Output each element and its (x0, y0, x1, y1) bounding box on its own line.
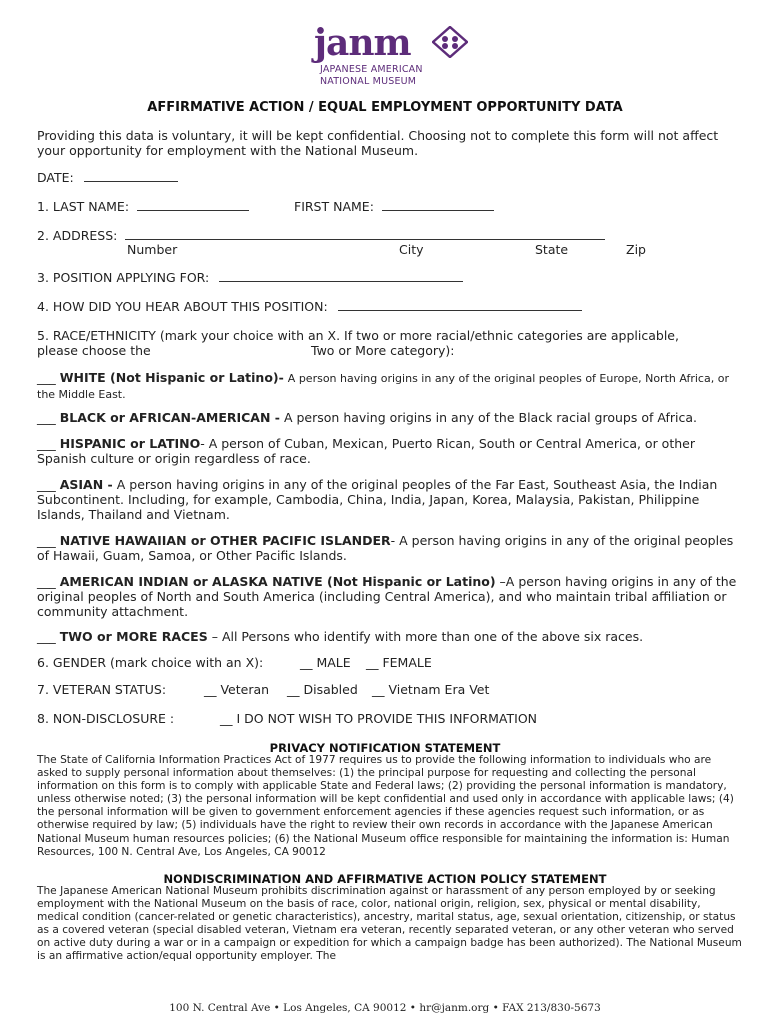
first-name-blank[interactable] (382, 199, 494, 211)
race-option-name: TWO or MORE RACES (59, 629, 208, 644)
race-option-desc: - A person of Cuban, Mexican, Puerto Rican, South or Central America, or other Spanish culture or origin regardless of race. (37, 436, 695, 466)
race-checkbox[interactable]: ___ (37, 533, 56, 548)
race-checkbox[interactable]: ___ (37, 574, 56, 589)
page-title: AFFIRMATIVE ACTION / EQUAL EMPLOYMENT OPPORTUNITY DATA (147, 100, 623, 115)
race-option-white[interactable] (37, 370, 742, 402)
intro-text: Providing this data is voluntary, it will be kept confidential. Choosing not to complete this form will not affect your opportunity for employment with the National Museum. (37, 128, 719, 158)
address-city-caption: City (399, 242, 424, 257)
race-option-asian[interactable] (37, 477, 742, 522)
veteran-disabled-option[interactable]: __ Disabled (287, 682, 358, 697)
race-option-pacific-islander[interactable] (37, 533, 742, 563)
logo-wordmark: janm (314, 22, 411, 64)
footer-contact: 100 N. Central Ave • Los Angeles, CA 90012 • hr@janm.org • FAX 213/830-5673 (169, 1002, 601, 1014)
race-option-two-or-more[interactable] (37, 629, 742, 644)
race-option-name: AMERICAN INDIAN or ALASKA NATIVE (Not Hispanic or Latino) (59, 574, 496, 589)
race-option-name: WHITE (Not Hispanic or Latino)- (59, 370, 284, 385)
address-state-caption: State (535, 242, 569, 257)
race-checkbox[interactable]: ___ (37, 477, 56, 492)
race-question-line2b: Two or More category): (311, 343, 455, 358)
race-option-black[interactable] (37, 410, 742, 425)
address-blank[interactable] (125, 228, 605, 240)
veteran-option[interactable]: __ Veteran (204, 682, 270, 697)
veteran-label: 7. VETERAN STATUS: (37, 682, 167, 697)
race-option-hispanic[interactable] (37, 436, 742, 466)
race-option-desc: A person having origins in any of the Black racial groups of Africa. (283, 410, 697, 425)
race-option-desc: – All Persons who identify with more than one of the above six races. (211, 629, 644, 644)
address-number-caption: Number (127, 242, 178, 257)
race-checkbox[interactable]: ___ (37, 436, 56, 451)
race-checkbox[interactable]: ___ (37, 370, 56, 385)
veteran-vietnam-option[interactable]: __ Vietnam Era Vet (372, 682, 490, 697)
position-blank[interactable] (219, 270, 463, 282)
nondisclosure-option[interactable]: __ I DO NOT WISH TO PROVIDE THIS INFORMATION (220, 711, 538, 726)
logo-emblem-icon (432, 26, 468, 58)
address-zip-caption: Zip (626, 242, 646, 257)
gender-male-option[interactable]: __ MALE (300, 655, 351, 670)
hear-field[interactable] (37, 299, 582, 314)
gender-female-option[interactable]: __ FEMALE (366, 655, 432, 670)
address-field[interactable] (37, 228, 605, 243)
race-option-name: HISPANIC or LATINO (59, 436, 201, 451)
race-question-line1: 5. RACE/ETHNICITY (mark your choice with an X. If two or more racial/ethnic categories are applicable, (37, 328, 679, 343)
race-option-name: BLACK or AFRICAN-AMERICAN - (59, 410, 280, 425)
janm-logo (314, 24, 474, 88)
race-option-desc: - A person having origins in any of the original peoples of Hawaii, Guam, Samoa, or Other Pacific Islands. (37, 533, 734, 563)
date-label: DATE: (37, 170, 74, 185)
hear-label: 4. HOW DID YOU HEAR ABOUT THIS POSITION: (37, 299, 328, 314)
logo-subtitle: JAPANESE AMERICAN NATIONAL MUSEUM (320, 64, 423, 87)
race-option-desc: A person having origins in any of the original peoples of the Far East, Southeast Asia, the Indian Subcontinent. Including, for example, Cambodia, China, India, Japan, Korea, Malaysia, Pakistan, Philippine Islands, Thailand and Vietnam. (37, 477, 718, 522)
race-option-name: ASIAN - (59, 477, 113, 492)
position-field[interactable] (37, 270, 463, 285)
hear-blank[interactable] (338, 299, 582, 311)
race-checkbox[interactable]: ___ (37, 410, 56, 425)
date-field[interactable] (37, 170, 178, 185)
nondiscrimination-text: The Japanese American National Museum prohibits discrimination against or harassment of any person employed by or seeking employment with the National Museum on the basis of race, color, national origin, religion, sex, physical or mental disability, medical condition (cancer-related or genetic characteristics), ancestry, marital status, age, sexual orientation, citizenship, or status as a covered veteran (special disabled veteran, Vietnam era veteran, recently separated veteran, or any other veteran who served on active duty during a war or in a campaign or expedition for which a campaign badge has been authorized). The National Museum is an affirmative action/equal opportunity employer. The (37, 885, 742, 963)
privacy-text: The State of California Information Practices Act of 1977 requires us to provide the following information to individuals who are asked to supply personal information about themselves: (1) the principal purpose for requesting and collecting the personal information on this form is to comply with applicable State and Federal laws; (2) providing the personal information is mandatory, unless otherwise noted; (3) the personal information will be kept confidential and used only in accordance with applicable laws; (4) the personal information will be given to government enforcement agencies if these agencies request such information, or as otherwise required by law; (5) individuals have the right to review their own records in accordance with the Japanese American National Museum human resources policies; (6) the National Museum office responsible for maintaining the information is: Human Resources, 100 N. Central Ave, Los Angeles, CA 90012 (37, 754, 734, 858)
address-label: 2. ADDRESS: (37, 228, 118, 243)
race-option-desc: –A person having origins in any of the original peoples of North and South America (including Central America), and who maintain tribal affiliation or community attachment. (37, 574, 737, 619)
nondisclosure-label: 8. NON-DISCLOSURE : (37, 711, 175, 726)
last-name-blank[interactable] (137, 199, 249, 211)
date-blank[interactable] (84, 170, 178, 182)
race-option-american-indian[interactable] (37, 574, 742, 619)
first-name-field[interactable] (294, 199, 494, 214)
race-option-name: NATIVE HAWAIIAN or OTHER PACIFIC ISLANDER (59, 533, 391, 548)
position-label: 3. POSITION APPLYING FOR: (37, 270, 210, 285)
race-option-desc: A person having origins in any of the original peoples of Europe, North Africa, or the Middle East. (37, 372, 729, 401)
nondiscrimination-title: NONDISCRIMINATION AND AFFIRMATIVE ACTION POLICY STATEMENT (163, 872, 607, 886)
race-checkbox[interactable]: ___ (37, 629, 56, 644)
privacy-title: PRIVACY NOTIFICATION STATEMENT (269, 741, 501, 755)
gender-label: 6. GENDER (mark choice with an X): (37, 655, 264, 670)
last-name-label: 1. LAST NAME: (37, 199, 130, 214)
last-name-field[interactable] (37, 199, 249, 214)
first-name-label: FIRST NAME: (294, 199, 374, 214)
race-question-line2a: please choose the (37, 343, 151, 358)
